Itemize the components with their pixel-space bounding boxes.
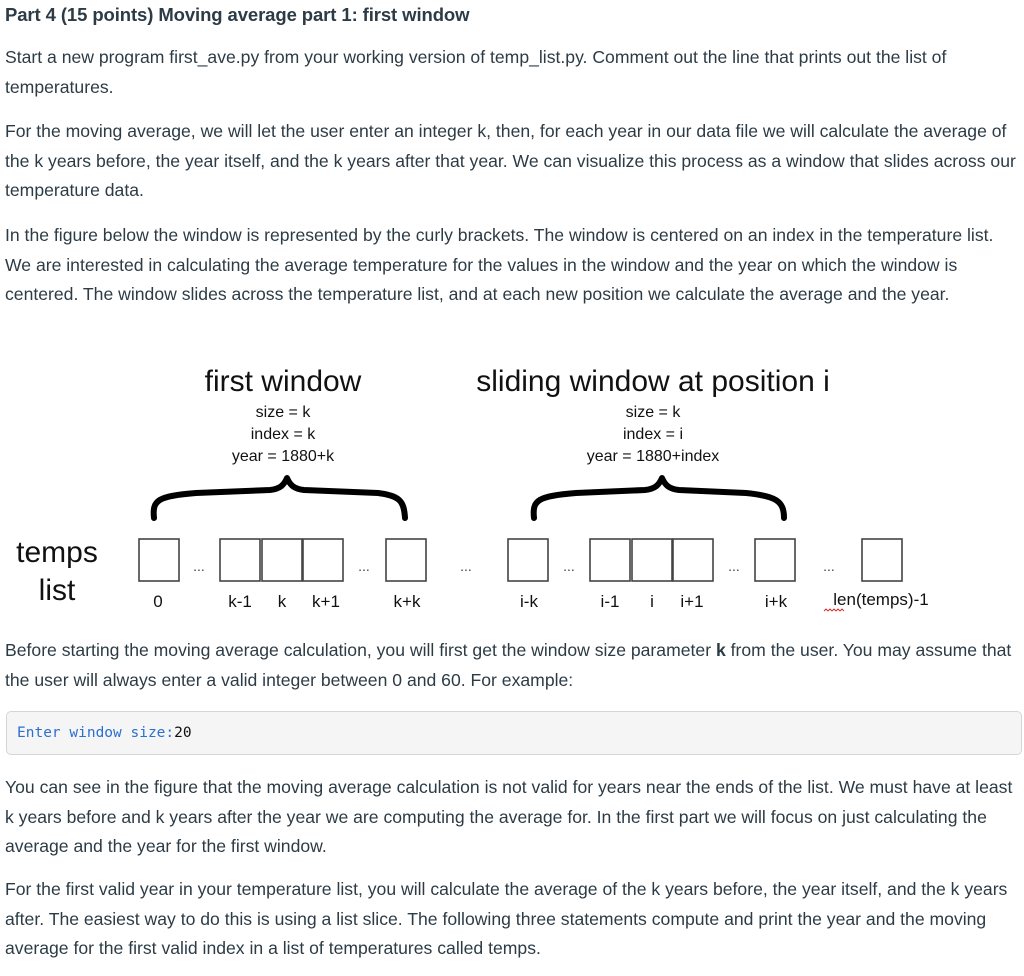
first-window-index: index = k [250, 426, 316, 443]
p4-text-before: Before starting the moving average calculation, you will first get the window size parameter [5, 640, 716, 660]
index-label-last: len(temps)-1 [833, 590, 929, 609]
paragraph-intro: Start a new program first_ave.py from your working version of temp_list.py. Comment out the line that prints out the list of temperatures. [5, 47, 947, 97]
list-box-i-minus-k [508, 539, 548, 581]
ellipsis-6: ... [823, 558, 835, 574]
list-box-i-minus-1 [590, 539, 630, 581]
temps-list-label-line2: list [38, 574, 76, 607]
first-window-year: year = 1880+k [231, 448, 335, 465]
index-label-k-minus-1: k-1 [228, 592, 252, 611]
spellcheck-underline [824, 609, 844, 611]
index-label-k: k [277, 592, 287, 611]
index-label-0: 0 [153, 592, 163, 611]
first-window-bracket [154, 478, 405, 518]
list-box-0 [139, 539, 179, 581]
list-box-k-minus-1 [220, 539, 260, 581]
list-box-k-plus-k [386, 539, 426, 581]
sliding-window-index: index = i [622, 426, 684, 443]
index-label-i: i [650, 592, 654, 611]
sliding-window-bracket [534, 478, 784, 518]
list-box-last [862, 539, 902, 581]
list-box-i [632, 539, 672, 581]
first-window-title: first window [204, 365, 362, 398]
paragraph-valid-years: You can see in the figure that the moving average calculation is not valid for years near the ends of the list. We must have at least k years before and k years after the year we are computing the average for. In the first part we will focus on just calculating the average and the year for the first window. [5, 777, 1013, 857]
sliding-window-title: sliding window at position i [476, 365, 830, 398]
ellipsis-3: ... [460, 558, 472, 574]
ellipsis-4: ... [563, 558, 575, 574]
index-label-i-plus-k: i+k [764, 592, 788, 611]
sliding-window-size: size = k [625, 404, 681, 421]
index-label-k-plus-1: k+1 [312, 592, 340, 611]
list-box-k-plus-1 [303, 539, 343, 581]
index-label-k-plus-k: k+k [393, 592, 421, 611]
list-box-k [262, 539, 302, 581]
list-box-i-plus-k [755, 539, 795, 581]
index-label-i-plus-1: i+1 [680, 592, 704, 611]
p4-text-after: from the user. You may assume that the user will always enter a valid integer between 0 and 60. For example: [5, 640, 1012, 690]
ellipsis-2: ... [358, 558, 370, 574]
window-figure [0, 355, 1024, 625]
ellipsis-1: ... [193, 558, 205, 574]
temps-list-label-line1: temps [16, 536, 98, 569]
sliding-window-year: year = 1880+index [586, 448, 720, 465]
index-label-i-minus-1: i-1 [600, 592, 620, 611]
code-example [6, 711, 1022, 755]
first-window-size: size = k [255, 404, 311, 421]
paragraph-moving-average: For the moving average, we will let the user enter an integer k, then, for each year in our data file we will calculate the average of the k years before, the year itself, and the k years after that year. We can visualize this process as a window that slides across our temperature data. [5, 121, 1016, 201]
part-heading: Part 4 (15 points) Moving average part 1: first window [5, 4, 470, 25]
ellipsis-5: ... [728, 558, 740, 574]
index-label-i-minus-k: i-k [520, 592, 538, 611]
list-box-i-plus-1 [673, 539, 713, 581]
code-prompt: Enter window size: [17, 725, 175, 741]
code-input-value: 20 [174, 725, 192, 741]
p4-bold-k: k [715, 640, 726, 660]
paragraph-figure-description: In the figure below the window is represented by the curly brackets. The window is centered on an index in the temperature list. We are interested in calculating the average temperature for the values in the window and the year on which the window is centered. The window slides across the temperature list, and at each new position we calculate the average and the year. [5, 225, 994, 305]
paragraph-window-size [5, 636, 1019, 695]
paragraph-list-slice: For the first valid year in your temperature list, you will calculate the average of the k years before, the year itself, and the k years after. The easiest way to do this is using a list slice. The following three statements compute and print the year and the moving average for the first valid index in a list of temperatures called temps. [5, 879, 1008, 959]
